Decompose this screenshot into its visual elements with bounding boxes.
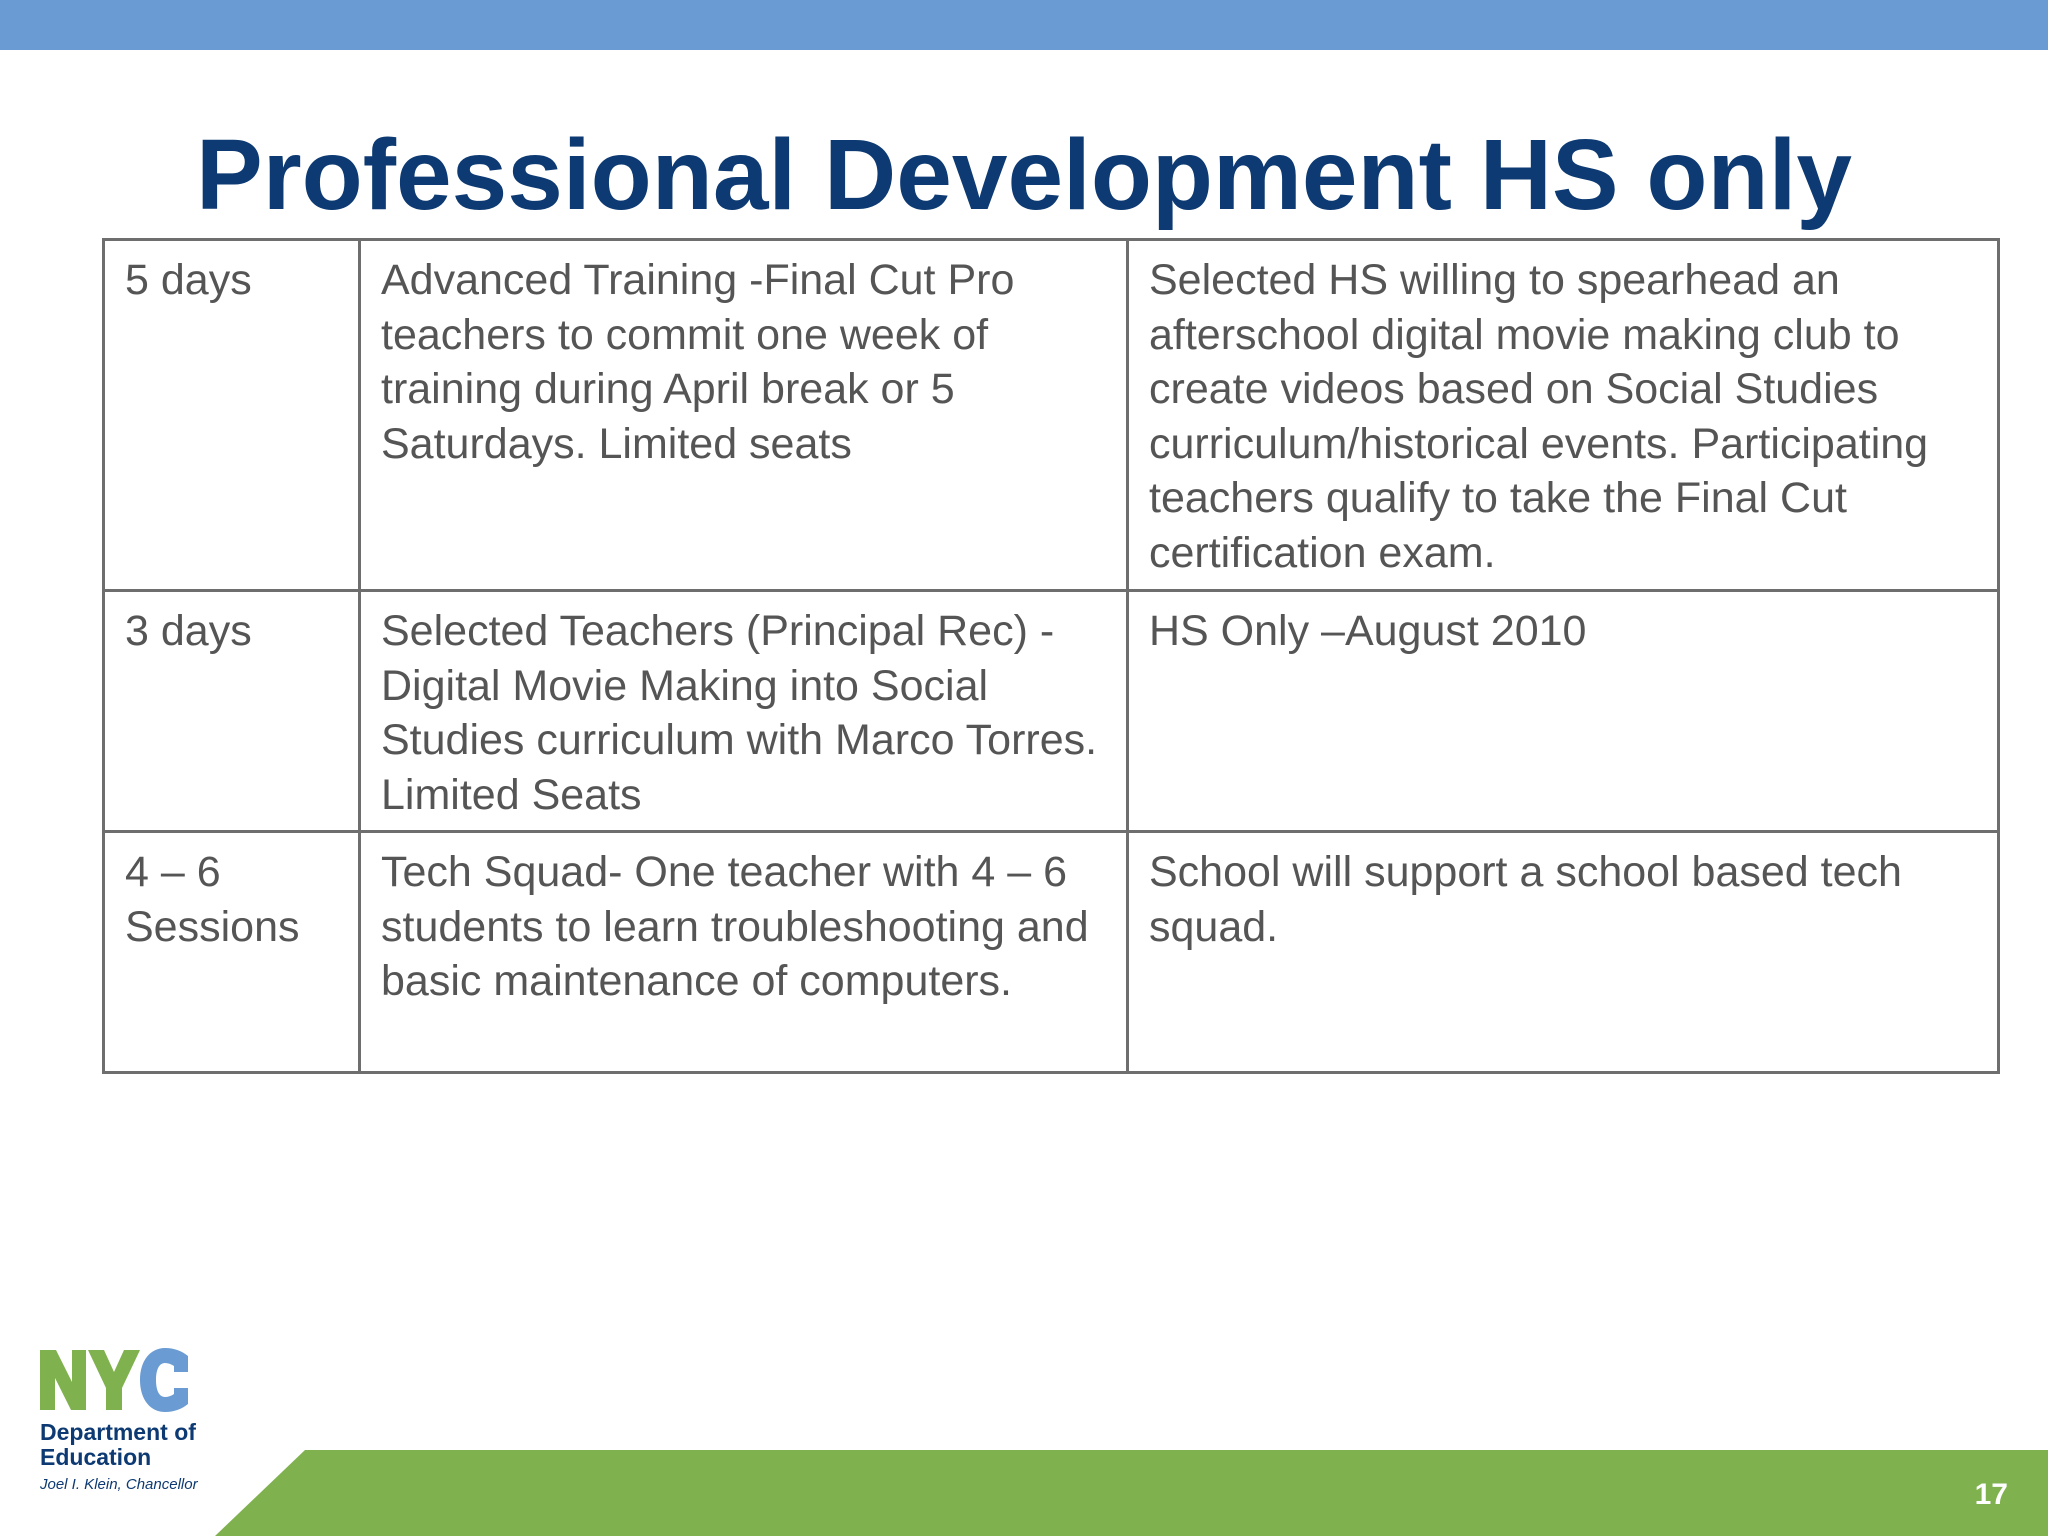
table-row [104, 591, 1999, 832]
duration-cell: 4 – 6 Sessions [104, 832, 360, 1073]
table-row [104, 240, 1999, 591]
page-number: 17 [1974, 1478, 2008, 1511]
table-row [104, 832, 1999, 1073]
details-cell: School will support a school based tech squad. [1128, 832, 1999, 1073]
logo-department-text: Department of Education [40, 1419, 196, 1470]
program-cell: Advanced Training -Final Cut Pro teachers to commit one week of training during April break or 5 Saturdays. Limited seats [360, 240, 1128, 591]
duration-cell: 3 days [104, 591, 360, 832]
top-accent-bar [0, 0, 2048, 50]
slide-title: Professional Development HS only [196, 119, 1852, 231]
nyc-logo-mark [38, 1348, 238, 1418]
logo-chancellor-text: Joel I. Klein, Chancellor [40, 1476, 198, 1493]
duration-cell: 5 days [104, 240, 360, 591]
details-cell: Selected HS willing to spearhead an afterschool digital movie making club to create videos based on Social Studies curriculum/historical events. Participating teachers qualify to take the Final Cut certification exam. [1128, 240, 1999, 591]
professional-development-table [102, 238, 2000, 1074]
bottom-accent-bar [0, 1450, 2048, 1536]
details-cell: HS Only –August 2010 [1128, 591, 1999, 832]
program-cell: Tech Squad- One teacher with 4 – 6 students to learn troubleshooting and basic maintenance of computers. [360, 832, 1128, 1073]
program-cell: Selected Teachers (Principal Rec) -Digital Movie Making into Social Studies curriculum with Marco Torres. Limited Seats [360, 591, 1128, 832]
